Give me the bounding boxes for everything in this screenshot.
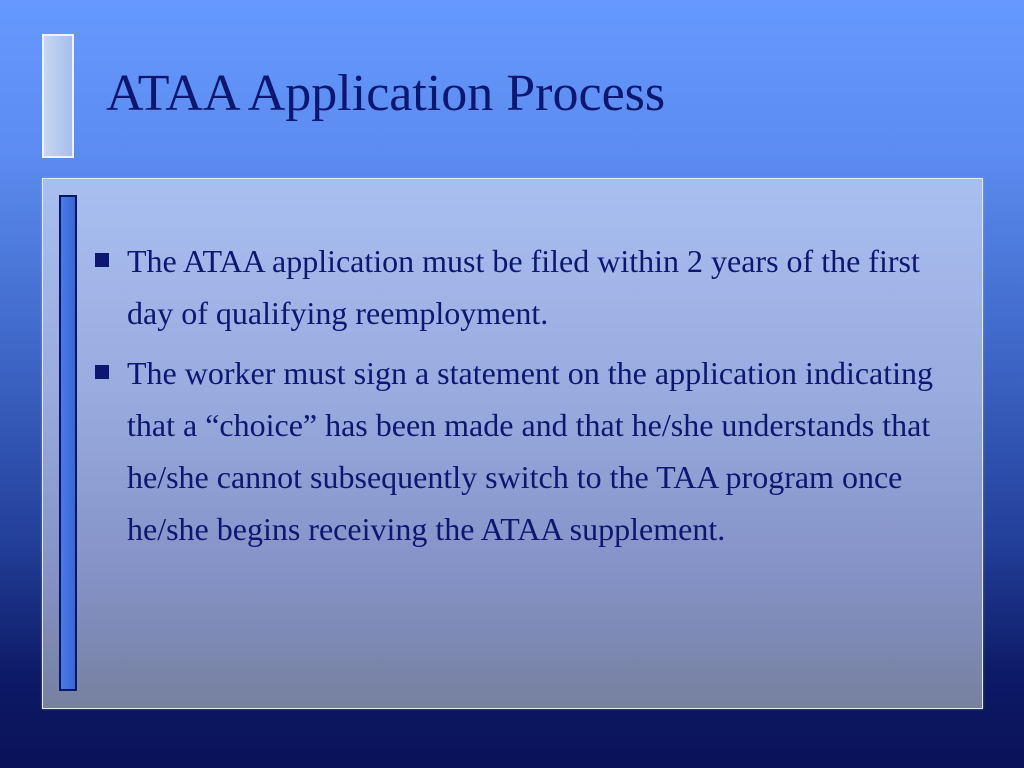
bullet-item — [95, 235, 955, 339]
title-accent-bar — [42, 34, 74, 158]
square-bullet-icon — [95, 365, 109, 379]
bullet-list — [95, 235, 955, 563]
bullet-item — [95, 347, 955, 555]
bullet-text: The worker must sign a statement on the application indicating that a “choice” has been made and that he/she understands that he/she cannot subsequently switch to the TAA program once he/she begins receiving the ATAA supplement. — [127, 355, 934, 547]
bullet-text: The ATAA application must be filed within 2 years of the first day of qualifying reemployment. — [127, 243, 920, 331]
panel-accent-bar — [59, 195, 77, 691]
content-panel — [42, 178, 983, 709]
slide-title: ATAA Application Process — [106, 65, 666, 122]
square-bullet-icon — [95, 253, 109, 267]
